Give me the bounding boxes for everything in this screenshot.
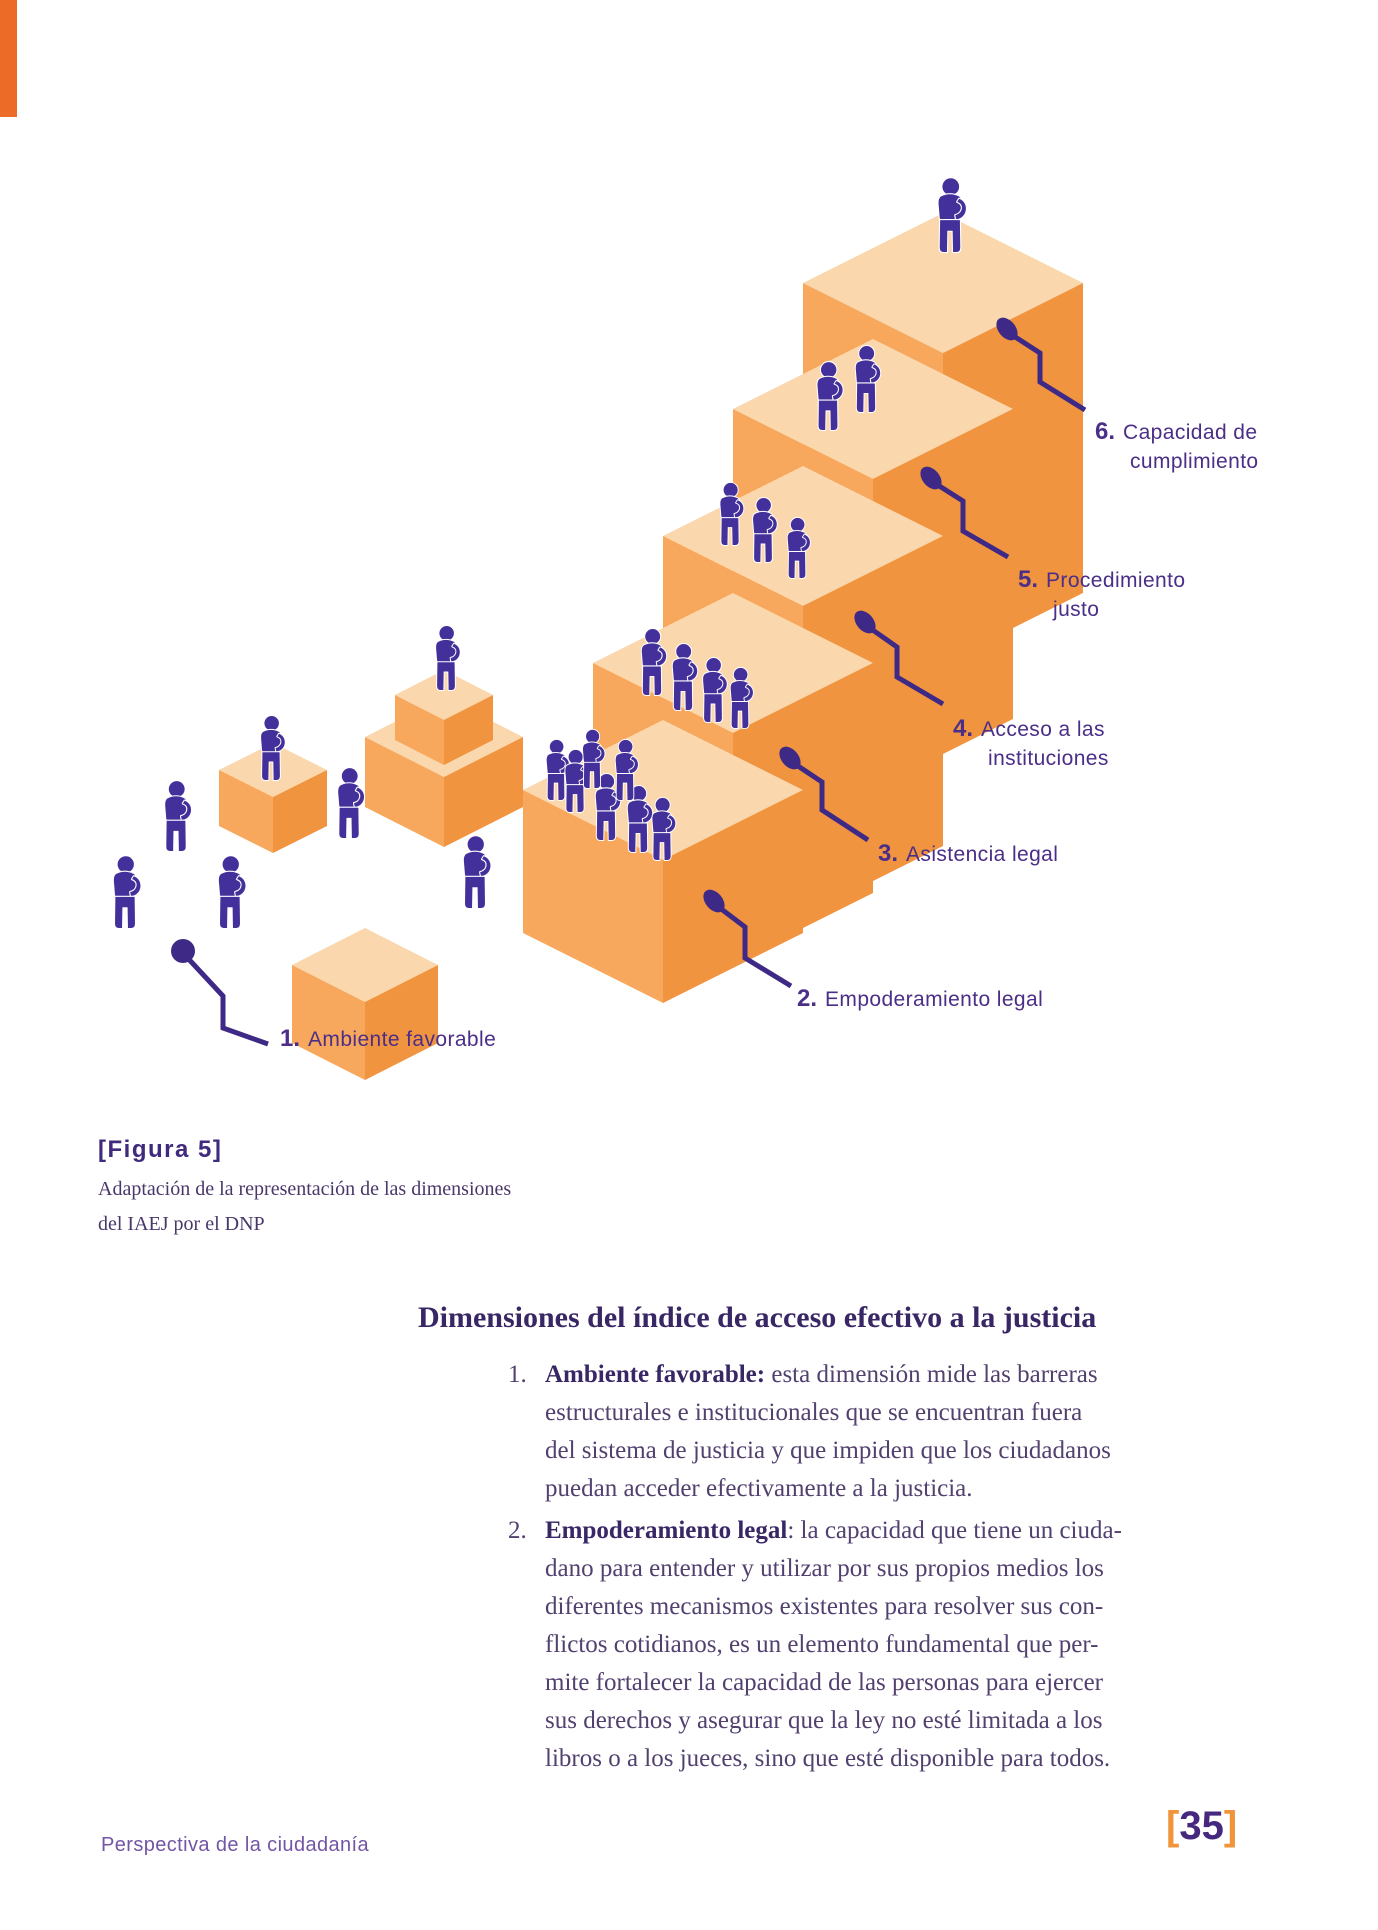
connector-line-1 — [183, 953, 268, 1044]
label-procedimiento-justo-line2: justo — [1053, 598, 1100, 621]
list-item-line: diferentes mecanismos existentes para resolver sus con- — [545, 1593, 1104, 1620]
list-item-empoderamiento-legal — [508, 1512, 1268, 1778]
page-number — [1166, 1804, 1237, 1849]
person-figure — [219, 856, 246, 928]
small-cube-front — [292, 928, 438, 1080]
figure-caption-tag: [Figura 5] — [98, 1136, 223, 1163]
page-number-open-bracket: [ — [1166, 1804, 1180, 1848]
label-empoderamiento-legal: 2. Empoderamiento legal — [797, 985, 1044, 1012]
footer-section-title: Perspectiva de la ciudadanía — [101, 1834, 370, 1856]
section-heading: Dimensiones del índice de acceso efectivo a la justicia — [418, 1301, 1097, 1334]
list-item-line: mite fortalecer la capacidad de las personas para ejercer — [545, 1669, 1103, 1696]
label-capacidad-cumplimiento-line2: cumplimiento — [1130, 450, 1259, 473]
figure-caption-line2: del IAEJ por el DNP — [98, 1213, 265, 1235]
person-figure — [338, 768, 364, 838]
label-acceso-instituciones-line2: instituciones — [988, 747, 1109, 770]
person-figure — [114, 856, 141, 928]
list-item-line: estructurales e institucionales que se encuentran fuera — [545, 1399, 1083, 1426]
figure-caption-text — [98, 1172, 511, 1242]
list-item-line: sus derechos y asegurar que la ley no esté limitada a los — [545, 1707, 1103, 1734]
label-asistencia-legal: 3. Asistencia legal — [878, 840, 1059, 867]
label-ambiente-favorable: 1. Ambiente favorable — [280, 1025, 497, 1052]
pin-dot-1 — [171, 939, 195, 963]
list-item-number: 2. — [508, 1517, 527, 1544]
list-item-line: puedan acceder efectivamente a la justicia. — [545, 1475, 973, 1502]
person-figure — [464, 836, 491, 908]
label-procedimiento-justo: 5. Procedimiento — [1018, 566, 1186, 593]
person-figure — [165, 781, 191, 851]
dimension-list — [508, 1356, 1268, 1782]
list-item-ambiente-favorable — [508, 1356, 1268, 1508]
figure-caption — [98, 1136, 511, 1242]
page-number-value: 35 — [1179, 1804, 1224, 1848]
figure-caption-line1: Adaptación de la representación de las dimensiones — [98, 1178, 512, 1200]
list-item-line: Ambiente favorable: esta dimensión mide las barreras — [545, 1361, 1098, 1388]
label-capacidad-cumplimiento: 6. Capacidad de — [1095, 418, 1258, 445]
page-number-close-bracket: ] — [1223, 1804, 1238, 1848]
list-item-line: Empoderamiento legal: la capacidad que tiene un ciuda- — [545, 1517, 1122, 1544]
list-item-number: 1. — [508, 1361, 527, 1388]
list-item-line: del sistema de justicia y que impiden que los ciudadanos — [545, 1437, 1111, 1464]
list-item-line: flictos cotidianos, es un elemento fundamental que per- — [545, 1631, 1099, 1658]
list-item-line: libros o a los jueces, sino que esté disponible para todos. — [545, 1745, 1111, 1772]
label-acceso-instituciones: 4. Acceso a las — [953, 715, 1105, 742]
list-item-line: dano para entender y utilizar por sus propios medios los — [545, 1555, 1104, 1582]
